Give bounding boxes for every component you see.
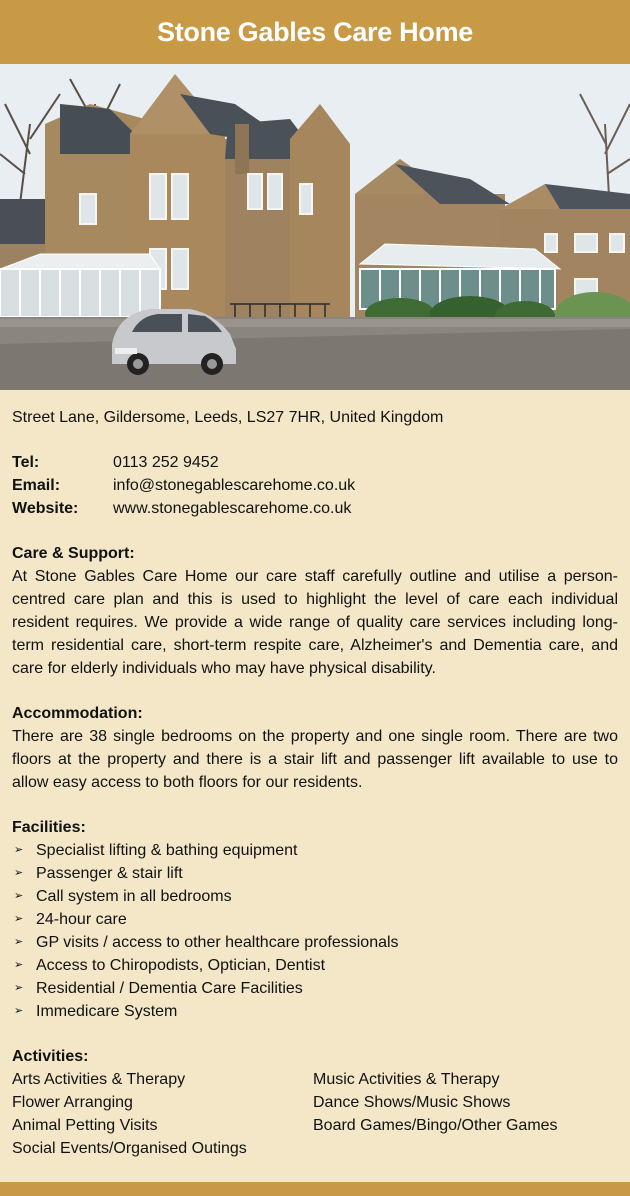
footer-bar <box>0 1182 630 1196</box>
website-value: www.stonegablescarehome.co.uk <box>113 500 352 517</box>
content <box>0 406 630 1160</box>
facility-text: Immedicare System <box>36 1003 178 1020</box>
facility-text: Residential / Dementia Care Facilities <box>36 980 303 997</box>
list-item <box>12 908 618 931</box>
list-item <box>12 839 618 862</box>
tel-value: 0113 252 9452 <box>113 454 219 471</box>
activities-grid <box>12 1068 618 1160</box>
header-bar <box>0 0 630 64</box>
activity-item: Flower Arranging <box>12 1094 133 1111</box>
arrow-bullet-icon: ➢ <box>14 982 24 994</box>
arrow-bullet-icon: ➢ <box>14 867 24 879</box>
accommodation-heading: Accommodation: <box>12 705 143 722</box>
contact-row-website <box>12 497 618 520</box>
activity-item: Arts Activities & Therapy <box>12 1071 186 1088</box>
arrow-bullet-icon: ➢ <box>14 959 24 971</box>
contact-row-tel <box>12 451 618 474</box>
tel-label: Tel: <box>12 454 40 471</box>
list-item <box>12 931 618 954</box>
care-heading: Care & Support: <box>12 545 135 562</box>
page-title: Stone Gables Care Home <box>156 16 473 47</box>
facility-text: Access to Chiropodists, Optician, Dentist <box>36 957 326 974</box>
activity-item: Animal Petting Visits <box>12 1117 158 1134</box>
address: Street Lane, Gildersome, Leeds, LS27 7HR, United Kingdom <box>12 409 444 426</box>
arrow-bullet-icon: ➢ <box>14 890 24 902</box>
accommodation-text: There are 38 single bedrooms on the property and one single room. There are two floors at the property and there is a stair lift and passenger lift available to use to allow easy access to both floors for our residents. <box>12 728 618 791</box>
contact-block <box>12 451 618 520</box>
email-label: Email: <box>12 477 61 494</box>
list-item <box>12 977 618 1000</box>
website-label: Website: <box>12 500 79 517</box>
facility-text: 24-hour care <box>36 911 127 928</box>
activities-heading: Activities: <box>12 1048 89 1065</box>
list-item <box>12 862 618 885</box>
facility-text: Specialist lifting & bathing equipment <box>36 842 298 859</box>
facility-text: Passenger & stair lift <box>36 865 183 882</box>
email-value: info@stonegablescarehome.co.uk <box>113 477 356 494</box>
contact-row-email <box>12 474 618 497</box>
arrow-bullet-icon: ➢ <box>14 844 24 856</box>
activity-item-empty <box>313 1137 618 1160</box>
care-text: At Stone Gables Care Home our care staff carefully outline and utilise a person-centred care plan and this is used to highlight the level of care each individual resident requires. We provide a wide range of quality care services including long-term residential care, short-term respite care, Alzheimer's and Dementia care, and care for elderly individuals who may have physical disability. <box>12 568 618 677</box>
activity-item: Dance Shows/Music Shows <box>313 1094 511 1111</box>
facility-text: Call system in all bedrooms <box>36 888 232 905</box>
care-home-photo <box>0 64 630 390</box>
activity-item: Music Activities & Therapy <box>313 1071 500 1088</box>
activity-item: Board Games/Bingo/Other Games <box>313 1117 558 1134</box>
list-item <box>12 954 618 977</box>
arrow-bullet-icon: ➢ <box>14 1005 24 1017</box>
arrow-bullet-icon: ➢ <box>14 936 24 948</box>
facilities-list <box>12 839 618 1023</box>
facility-text: GP visits / access to other healthcare professionals <box>36 934 399 951</box>
facilities-heading: Facilities: <box>12 819 86 836</box>
arrow-bullet-icon: ➢ <box>14 913 24 925</box>
list-item <box>12 885 618 908</box>
activity-item: Social Events/Organised Outings <box>12 1140 247 1157</box>
list-item <box>12 1000 618 1023</box>
